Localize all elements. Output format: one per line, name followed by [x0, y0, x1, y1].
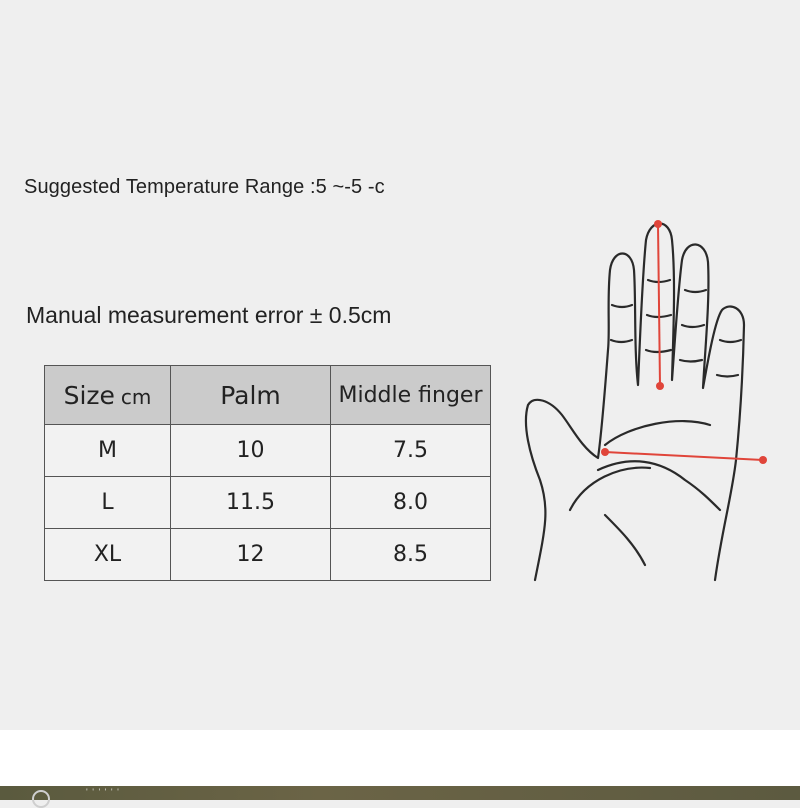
header-middle-finger: Middle finger — [331, 366, 491, 425]
cell-middle-finger: 8.5 — [331, 529, 491, 581]
cell-palm: 12 — [171, 529, 331, 581]
cell-size: XL — [45, 529, 171, 581]
table-row — [45, 529, 491, 581]
size-chart-table — [44, 365, 491, 581]
header-palm: Palm — [171, 366, 331, 425]
measure-point — [656, 382, 664, 390]
hand-illustration-icon — [510, 210, 780, 590]
measure-point — [759, 456, 767, 464]
table-row — [45, 477, 491, 529]
middle-finger-measure-line — [658, 224, 660, 386]
bottom-photo-strip — [0, 786, 800, 800]
measure-point — [654, 220, 662, 228]
cell-size: M — [45, 425, 171, 477]
header-size-label: Size — [63, 380, 115, 410]
cell-palm: 10 — [171, 425, 331, 477]
palm-measure-line — [605, 452, 763, 460]
header-size — [45, 366, 171, 425]
measure-point — [601, 448, 609, 456]
white-band — [0, 730, 800, 786]
strip-text: ' ' ' ' ' ' — [86, 787, 120, 797]
table-row — [45, 425, 491, 477]
header-size-unit: cm — [120, 384, 152, 409]
circle-icon — [32, 790, 50, 808]
measurement-error-text: Manual measurement error ± 0.5cm — [26, 302, 392, 328]
cell-size: L — [45, 477, 171, 529]
table-header-row — [45, 366, 491, 425]
cell-middle-finger: 7.5 — [331, 425, 491, 477]
cell-palm: 11.5 — [171, 477, 331, 529]
cell-middle-finger: 8.0 — [331, 477, 491, 529]
temperature-range-text: Suggested Temperature Range :5 ~-5 -c — [24, 176, 385, 198]
